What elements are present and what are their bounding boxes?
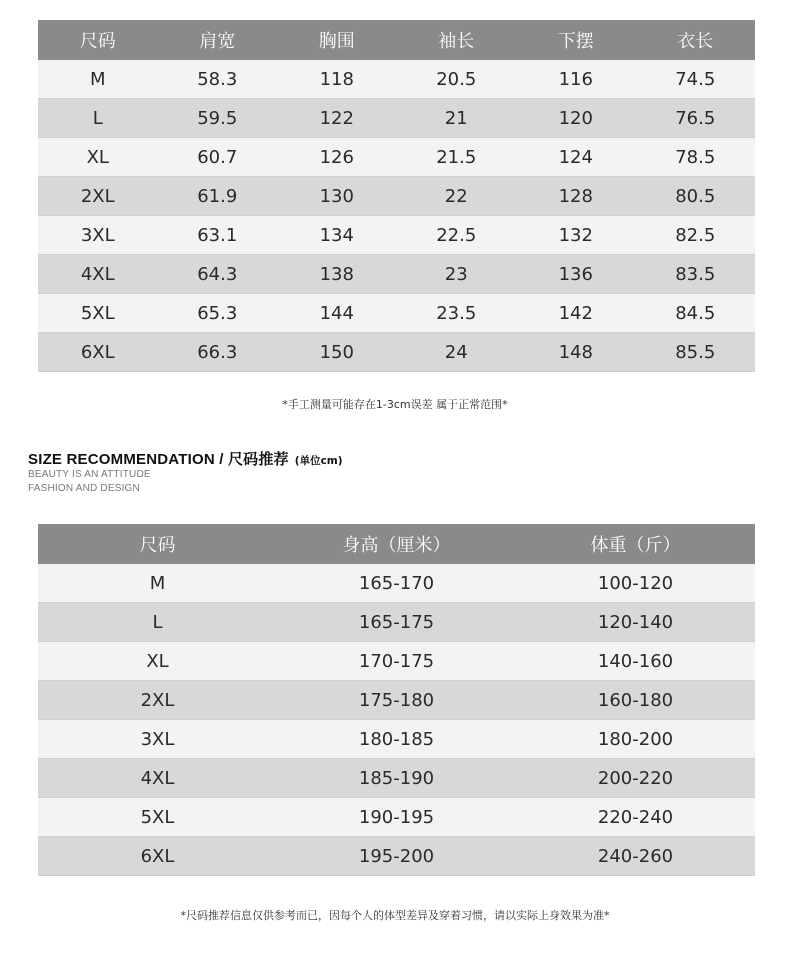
table-cell: 122: [277, 99, 397, 138]
table-cell: 190-195: [277, 798, 516, 837]
header-hem: 下摆: [516, 20, 636, 60]
table-cell: 120: [516, 99, 636, 138]
table-cell: 80.5: [636, 177, 756, 216]
table-cell: 116: [516, 60, 636, 99]
table-cell: 240-260: [516, 837, 755, 876]
table-row: [38, 720, 755, 759]
table-cell: 185-190: [277, 759, 516, 798]
table-cell: 23: [397, 255, 517, 294]
table-row: [38, 564, 755, 603]
section-title: SIZE RECOMMENDATION / 尺码推荐: [28, 451, 289, 468]
table-cell: 220-240: [516, 798, 755, 837]
table-row: [38, 642, 755, 681]
table-cell: L: [38, 603, 277, 642]
size-chart-header-row: [38, 20, 755, 60]
table-cell: 22: [397, 177, 517, 216]
table-cell: 21.5: [397, 138, 517, 177]
table-cell: 84.5: [636, 294, 756, 333]
size-chart-table: [38, 20, 755, 372]
table-cell: 130: [277, 177, 397, 216]
unit-label: (单位cm): [294, 455, 343, 467]
table-cell: 175-180: [277, 681, 516, 720]
header-shoulder: 肩宽: [158, 20, 278, 60]
table-cell: 160-180: [516, 681, 755, 720]
table-cell: M: [38, 60, 158, 99]
subtitle-line-1: BEAUTY IS AN ATTITUDE: [28, 469, 151, 480]
table-cell: 64.3: [158, 255, 278, 294]
header-height: 身高（厘米）: [277, 524, 516, 564]
table-cell: 3XL: [38, 216, 158, 255]
table-cell: 5XL: [38, 294, 158, 333]
table-cell: 24: [397, 333, 517, 372]
table-cell: 138: [277, 255, 397, 294]
table-cell: 100-120: [516, 564, 755, 603]
table-cell: 78.5: [636, 138, 756, 177]
table-cell: 59.5: [158, 99, 278, 138]
table-cell: M: [38, 564, 277, 603]
table-cell: 2XL: [38, 177, 158, 216]
table-cell: 180-200: [516, 720, 755, 759]
table-cell: 180-185: [277, 720, 516, 759]
table-cell: 63.1: [158, 216, 278, 255]
table-cell: 165-175: [277, 603, 516, 642]
table-cell: 74.5: [636, 60, 756, 99]
table-cell: 170-175: [277, 642, 516, 681]
table-row: [38, 255, 755, 294]
table-cell: 148: [516, 333, 636, 372]
table-row: [38, 603, 755, 642]
table-cell: 5XL: [38, 798, 277, 837]
table-cell: 4XL: [38, 759, 277, 798]
table-cell: 124: [516, 138, 636, 177]
table-row: [38, 138, 755, 177]
table-cell: 66.3: [158, 333, 278, 372]
table-cell: 58.3: [158, 60, 278, 99]
subtitle-line-2: FASHION AND DESIGN: [28, 483, 140, 494]
table-cell: 2XL: [38, 681, 277, 720]
table-cell: 3XL: [38, 720, 277, 759]
table-cell: 76.5: [636, 99, 756, 138]
table-cell: 144: [277, 294, 397, 333]
table-cell: 128: [516, 177, 636, 216]
table-row: [38, 798, 755, 837]
size-recommendation-table: [38, 524, 755, 876]
table-cell: 21: [397, 99, 517, 138]
table-cell: 6XL: [38, 837, 277, 876]
table-cell: 120-140: [516, 603, 755, 642]
table-row: [38, 177, 755, 216]
table-cell: 83.5: [636, 255, 756, 294]
header-sleeve: 袖长: [397, 20, 517, 60]
table-cell: 6XL: [38, 333, 158, 372]
table-cell: 4XL: [38, 255, 158, 294]
table-cell: 85.5: [636, 333, 756, 372]
table-cell: 60.7: [158, 138, 278, 177]
table-row: [38, 99, 755, 138]
table-cell: 20.5: [397, 60, 517, 99]
header-size: 尺码: [38, 524, 277, 564]
table-cell: 82.5: [636, 216, 756, 255]
table-cell: L: [38, 99, 158, 138]
table-cell: 195-200: [277, 837, 516, 876]
size-recommendation-heading: [28, 448, 343, 469]
table-row: [38, 681, 755, 720]
table-cell: 132: [516, 216, 636, 255]
header-length: 衣长: [636, 20, 756, 60]
table-cell: 65.3: [158, 294, 278, 333]
header-weight: 体重（斤）: [516, 524, 755, 564]
table-cell: 23.5: [397, 294, 517, 333]
table-cell: 140-160: [516, 642, 755, 681]
table-row: [38, 759, 755, 798]
table-cell: 136: [516, 255, 636, 294]
table-cell: 142: [516, 294, 636, 333]
table-row: [38, 837, 755, 876]
table-cell: 118: [277, 60, 397, 99]
header-chest: 胸围: [277, 20, 397, 60]
table-cell: 165-170: [277, 564, 516, 603]
table-row: [38, 294, 755, 333]
table-row: [38, 60, 755, 99]
table-row: [38, 216, 755, 255]
table-cell: 134: [277, 216, 397, 255]
table-row: [38, 333, 755, 372]
table-cell: 22.5: [397, 216, 517, 255]
table-cell: 61.9: [158, 177, 278, 216]
table-cell: 150: [277, 333, 397, 372]
recommendation-note: *尺码推荐信息仅供参考而已，因每个人的体型差异及穿着习惯，请以实际上身效果为准*: [180, 909, 610, 922]
recommendation-header-row: [38, 524, 755, 564]
table-cell: 126: [277, 138, 397, 177]
table-cell: 200-220: [516, 759, 755, 798]
table-cell: XL: [38, 642, 277, 681]
table-cell: XL: [38, 138, 158, 177]
measurement-note: *手工测量可能存在1-3cm误差 属于正常范围*: [282, 398, 508, 411]
header-size: 尺码: [38, 20, 158, 60]
